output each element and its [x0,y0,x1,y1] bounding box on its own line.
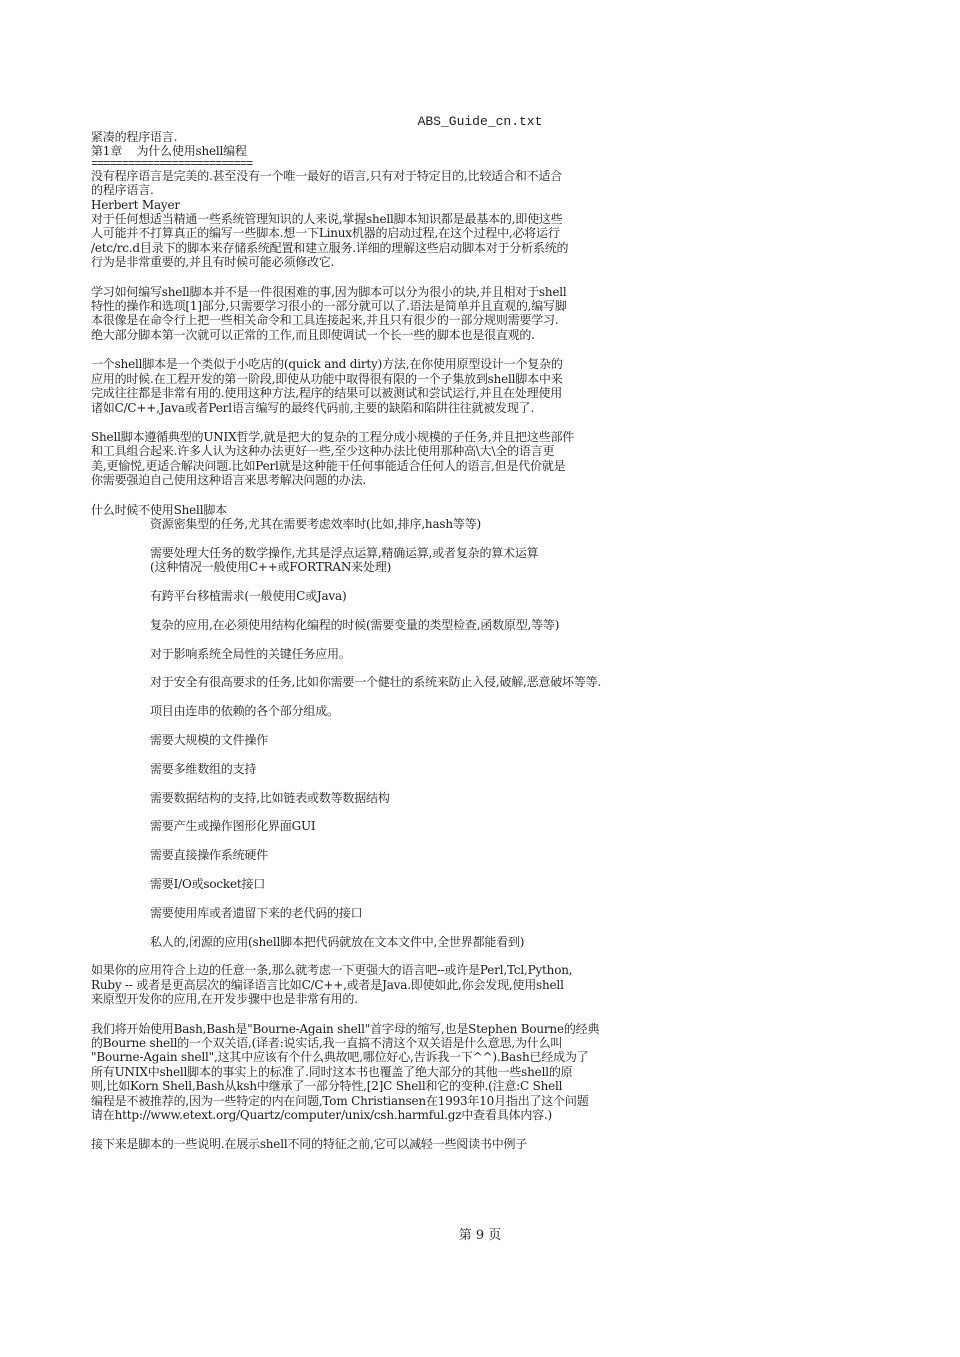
paragraph-line: 请在http://www.etext.org/Quartz/computer/unix/csh.harmful.gz中查看具体内容.) [91,1107,553,1122]
paragraph-line: Ruby -- 或者是更高层次的编译语言比如C/C++,或者是Java.即使如此,你会发现,使用shell [91,977,564,992]
section-heading: 什么时候不使用Shell脚本 [91,502,227,517]
quote-line: 没有程序语言是完美的.甚至没有一个唯一最好的语言,只有对于特定目的,比较适合和不适合 [91,168,563,183]
list-item: 需要大规模的文件操作 [150,732,269,747]
paragraph-line: 美,更愉悦,更适合解决问题.比如Perl就是这种能干任何事能适合任何人的语言,但是代价就是 [91,458,566,473]
quote-line: 的程序语言. [91,183,154,198]
paragraph-line: 诸如C/C++,Java或者Perl语言编写的最终代码前,主要的缺陷和陷阱往往就被发现了. [91,400,535,415]
paragraph-line: 如果你的应用符合上边的任意一条,那么就考虑一下更强大的语言吧--或许是Perl,Tcl,Python, [91,963,573,978]
list-item: 需要产生或操作图形化界面GUI [150,819,316,834]
paragraph-line: 的Bourne shell的一个双关语,(译者:说实话,我一直搞不清这个双关语是什么意思,为什么叫 [91,1035,563,1050]
paragraph-line: 行为是非常重要的,并且有时候可能必须修改它. [91,255,335,270]
paragraph-line: 应用的时候.在工程开发的第一阶段,即使从功能中取得很有限的一个子集放到shell脚本中来 [91,371,563,386]
paragraph-line: 接下来是脚本的一些说明.在展示shell不同的特征之前,它可以减轻一些阅读书中例子 [91,1137,528,1152]
paragraph [91,963,731,1006]
file-header: ABS_Guide_cn.txt [417,114,543,129]
paragraph-line: "Bourne-Again shell",这其中应该有个什么典故吧,哪位好心,告诉我一下^^).Bash已经成为了 [91,1050,589,1065]
paragraph-line: 一个shell脚本是一个类似于小吃店的(quick and dirty)方法,在你使用原型设计一个复杂的 [91,357,563,372]
paragraph [91,1137,731,1151]
paragraph-line: 对于任何想适当精通一些系统管理知识的人来说,掌握shell脚本知识都是最基本的,即使这些 [91,212,563,227]
list-item: 需要多维数组的支持 [150,761,257,776]
list-item: 项目由连串的依赖的各个部分组成。 [150,704,339,719]
chapter-title: 第1章 为什么使用shell编程 [91,144,247,159]
paragraph-line: 人可能并不打算真正的编写一些脚本.想一下Linux机器的启动过程,在这个过程中,必将运行 [91,226,560,241]
paragraph-line: 你需要强迫自己使用这种语言来思考解决问题的办法. [91,473,367,488]
paragraph-line: 绝大部分脚本第一次就可以正常的工作,而且即使调试一个长一些的脚本也是很直观的. [91,327,535,342]
document-body [91,130,731,1152]
chapter-rule: ========================== [91,156,253,171]
list-item: 需要I/O或socket接口 [150,876,266,891]
paragraph-line: 完成往往都是非常有用的.使用这种方法,程序的结果可以被测试和尝试运行,并且在处理使用 [91,386,563,401]
paragraph-line: 我们将开始使用Bash,Bash是"Bourne-Again shell"首字母的缩写,也是Stephen Bourne的经典 [91,1021,600,1036]
paragraph [91,430,731,488]
list-item: 需要使用库或者遗留下来的老代码的接口 [150,905,363,920]
paragraph [91,285,731,343]
paragraph-line: 编程是不被推荐的,因为一些特定的内在问题,Tom Christiansen在1993年10月指出了这个问题 [91,1093,589,1108]
paragraph-line: 所有UNIX中shell脚本的事实上的标准了.同时这本书也覆盖了绝大部分的其他一些shell的原 [91,1064,573,1079]
paragraph-line: 学习如何编写shell脚本并不是一件很困难的事,因为脚本可以分为很小的块,并且相对于shell [91,284,567,299]
paragraph [91,357,731,415]
paragraph-line: 和工具组合起来.许多人认为这种办法更好一些,至少这种办法比使用那种高\大\全的语言更 [91,444,555,459]
list-item: 对于影响系统全局性的关键任务应用。 [150,646,351,661]
paragraph-line: 则,比如Korn Shell,Bash从ksh中继承了一部分特性,[2]C Shell和它的变种.(注意:C Shell [91,1079,563,1094]
paragraph-line: /etc/rc.d目录下的脚本来存储系统配置和建立服务.详细的理解这些启动脚本对于分析系统的 [91,240,569,255]
list-item: 需要数据结构的支持,比如链表或数等数据结构 [150,790,390,805]
list-item: 需要直接操作系统硬件 [150,848,269,863]
list-item: 对于安全有很高要求的任务,比如你需要一个健壮的系统来防止入侵,破解,恶意破坏等等. [150,675,602,690]
paragraph-line: 本很像是在命令行上把一些相关命令和工具连接起来,并且只有很少的一部分规则需要学习. [91,313,559,328]
intro-line: 紧凑的程序语言. [91,130,178,144]
when-not-list [91,517,731,949]
list-item: 有跨平台移植需求(一般使用C或Java) [150,588,347,603]
list-item: 资源密集型的任务,尤其在需要考虑效率时(比如,排序,hash等等) [150,516,481,531]
quote-author: Herbert Mayer [91,197,180,212]
paragraph-line: 来原型开发你的应用,在开发步骤中也是非常有用的. [91,992,358,1007]
list-item: 需要处理大任务的数学操作,尤其是浮点运算,精确运算,或者复杂的算术运算 (这种情况一般使用C++或FORTRAN来处理) [150,545,539,575]
page-number: 第 9 页 [458,1228,502,1243]
paragraph-line: 特性的操作和选项[1]部分,只需要学习很小的一部分就可以了.语法是简单并且直观的,编写脚 [91,299,567,314]
paragraph [91,212,731,270]
list-item: 复杂的应用,在必须使用结构化编程的时候(需要变量的类型检查,函数原型,等等) [150,617,560,632]
paragraph [91,1022,731,1123]
paragraph-line: Shell脚本遵循典型的UNIX哲学,就是把大的复杂的工程分成小规模的子任务,并且把这些部件 [91,429,575,444]
list-item: 私人的,闭源的应用(shell脚本把代码就放在文本文件中,全世界都能看到) [150,934,525,949]
